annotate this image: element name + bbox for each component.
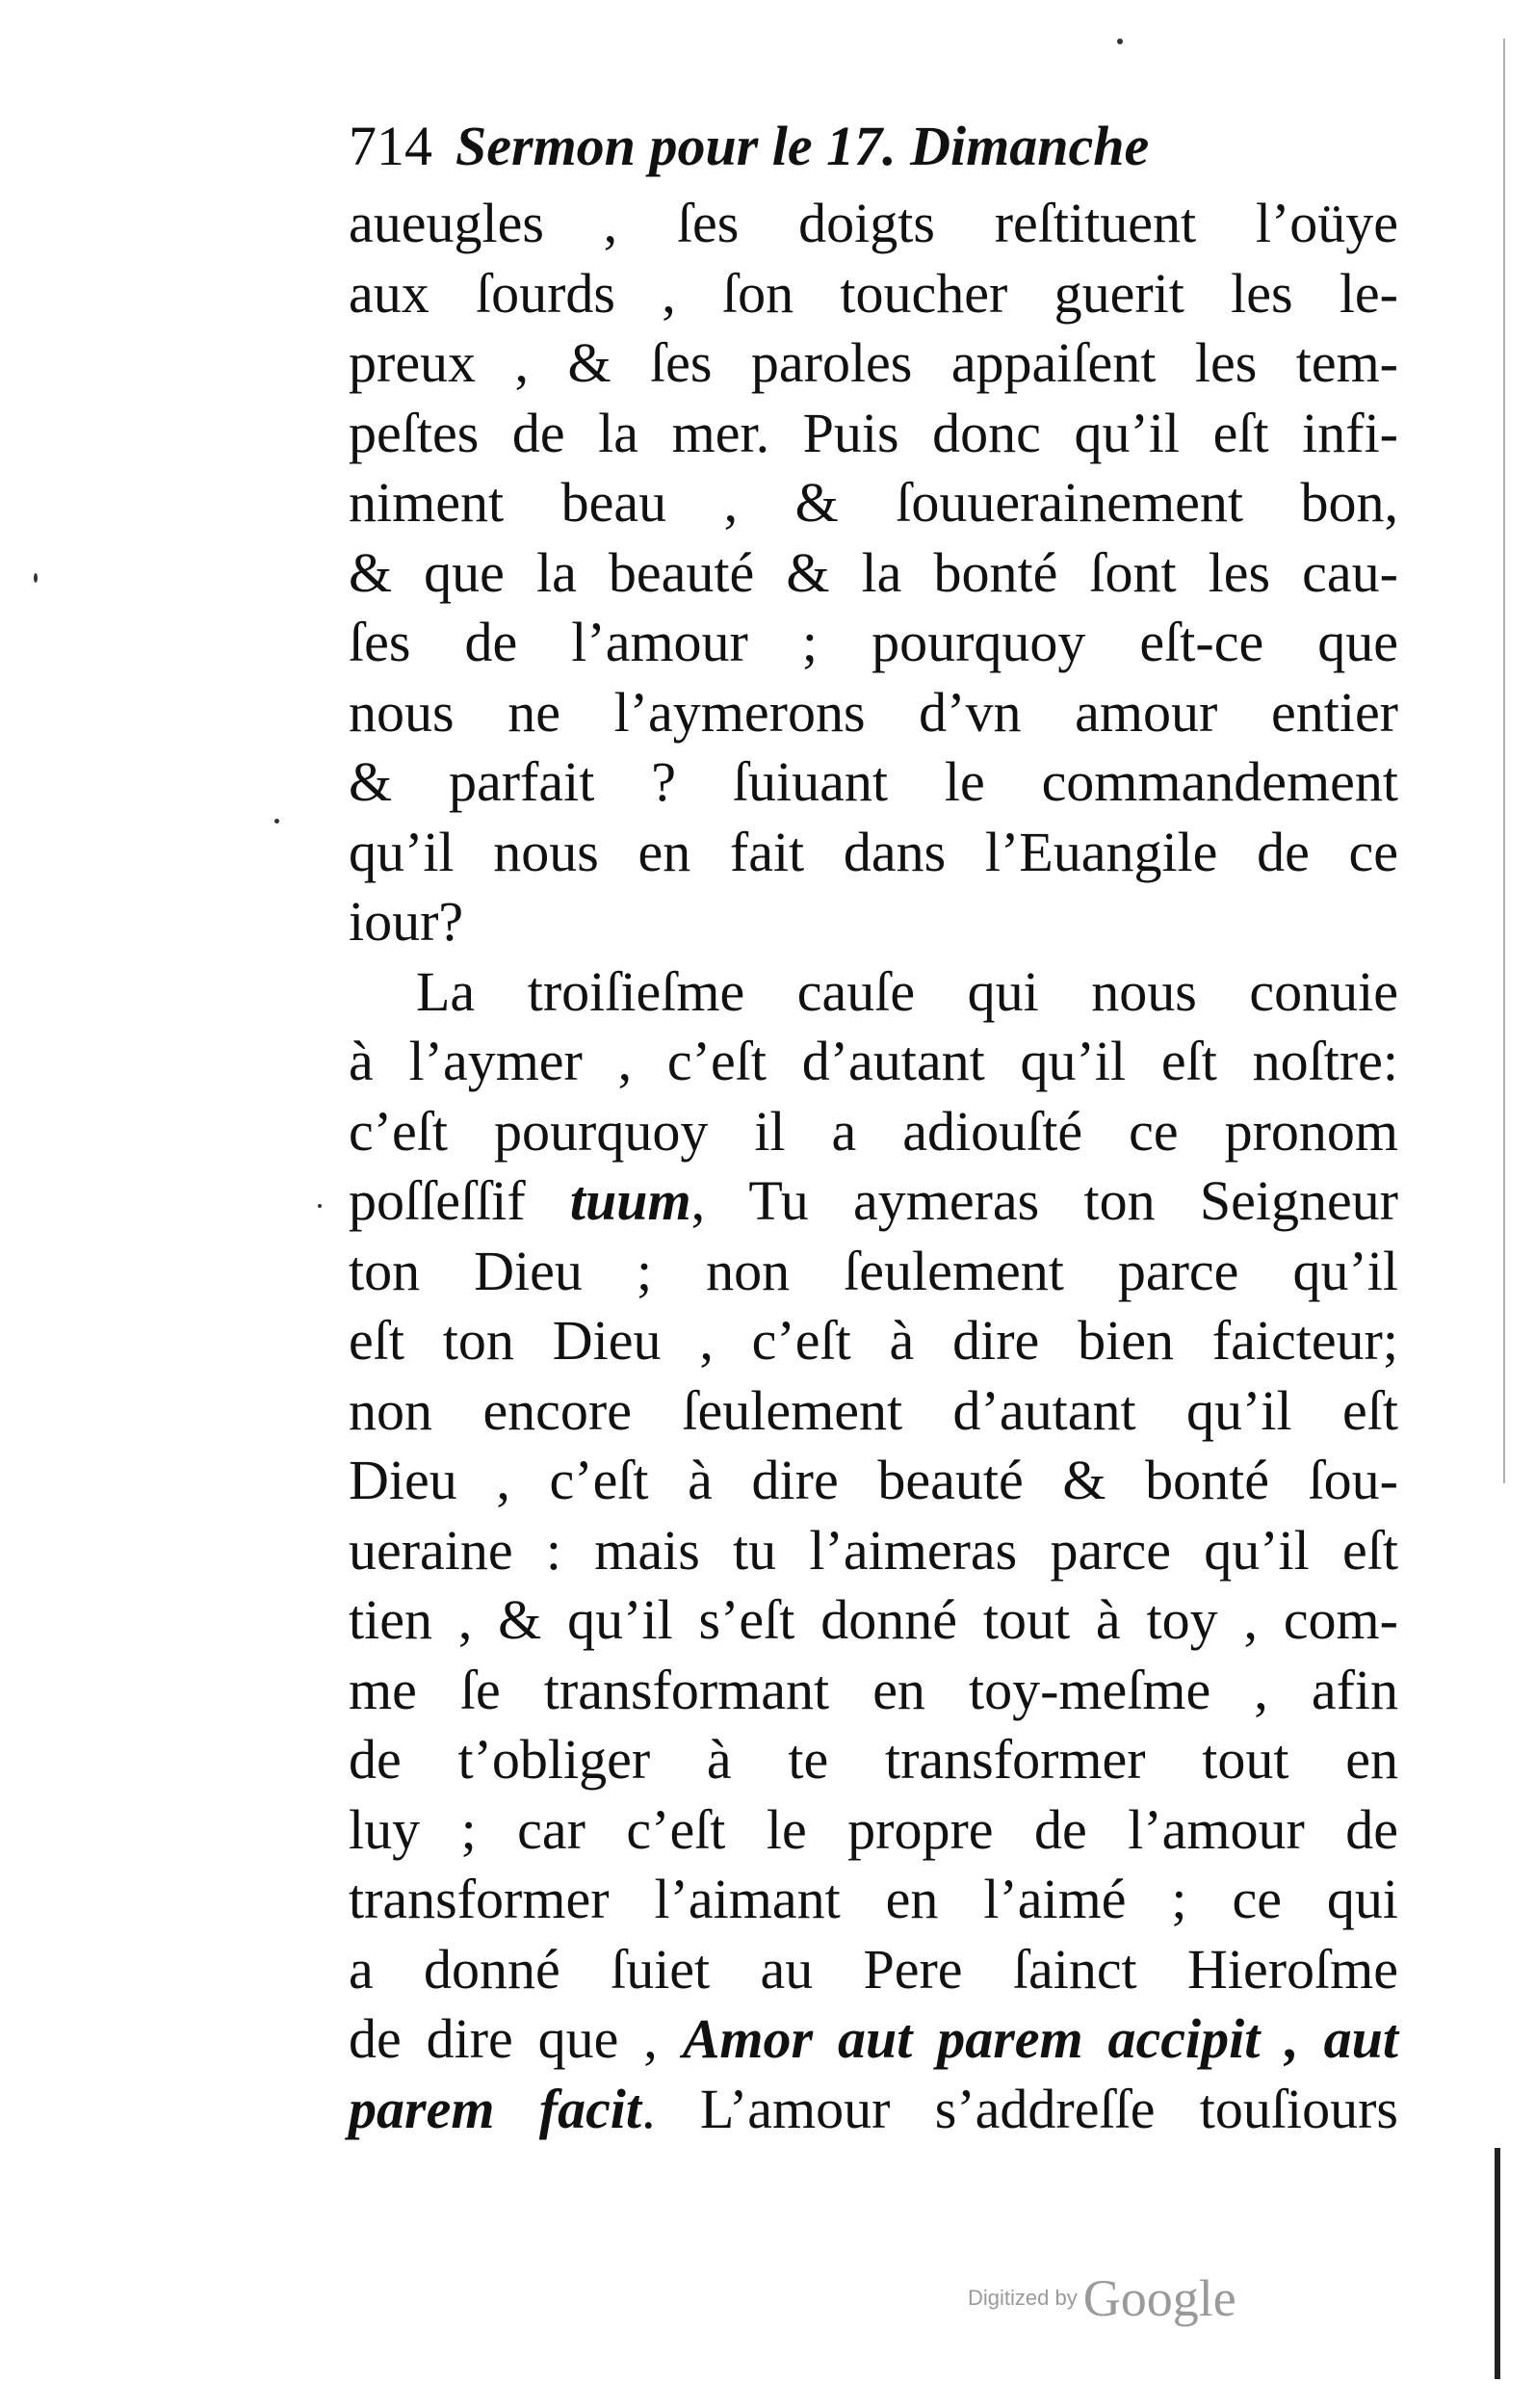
text-line: preux , & ſes paroles appaiſent les tem- <box>349 331 1398 394</box>
text-line: qu’il nous en fait dans l’Euangile de ce <box>349 820 1398 883</box>
text-line: eſt ton Dieu , c’eſt à dire bien faicteur; <box>349 1309 1398 1372</box>
text-fragment: de dire que , <box>349 2007 658 2070</box>
scan-speck <box>318 1204 322 1208</box>
scan-speck <box>274 819 279 824</box>
digitized-watermark <box>968 2268 1236 2336</box>
paragraph-start-line: La troiſieſme cauſe qui nous conuie <box>416 959 1398 1023</box>
text-line: de t’obliger à te transformer tout en <box>349 1728 1398 1791</box>
text-line: ton Dieu ; non ſeulement parce qu’il <box>349 1239 1398 1302</box>
text-line <box>349 1166 1398 1237</box>
scan-speck <box>1117 39 1123 44</box>
latin-quote: parem facit <box>349 2077 642 2140</box>
scan-speck <box>34 573 38 583</box>
text-line: aueugles , ſes doigts reſtituent l’oüye <box>349 192 1398 254</box>
text-line <box>349 2004 1398 2075</box>
text-line: iour? <box>349 890 464 953</box>
text-line: aux ſourds , ſon toucher guerit les le- <box>349 261 1398 325</box>
text-line: tien , & qu’il s’eſt donné tout à toy , com- <box>349 1588 1398 1651</box>
scan-edge-line <box>1503 39 1505 1483</box>
text-line: luy ; car c’eſt le propre de l’amour de <box>349 1797 1398 1861</box>
text-line: nous ne l’aymerons d’vn amour entier <box>349 680 1398 744</box>
text-line <box>349 2075 1398 2145</box>
text-line: non encore ſeulement d’autant qu’il eſt <box>349 1378 1398 1442</box>
text-line: & parfait ? ſuiuant le commandement <box>349 750 1398 813</box>
text-fragment: , Tu aymeras ton Seigneur <box>690 1169 1398 1232</box>
latin-quote: tuum <box>569 1169 691 1232</box>
running-head <box>349 108 1312 185</box>
latin-quote: Amor aut parem accipit , aut <box>682 2007 1398 2070</box>
text-line: c’eſt pourquoy il a adiouſté ce pronom <box>349 1099 1398 1163</box>
page-number: 714 <box>349 115 432 177</box>
text-line: niment beau , & ſouuerainement bon, <box>349 471 1398 534</box>
scan-edge-line <box>1495 2148 1500 2379</box>
running-title: Sermon pour le 17. Dimanche <box>455 115 1150 177</box>
text-line: à l’aymer , c’eſt d’autant qu’il eſt noſtre: <box>349 1030 1398 1092</box>
text-line: ſes de l’amour ; pourquoy eſt-ce que <box>349 611 1398 673</box>
text-line: Dieu , c’eſt à dire beauté & bonté ſou- <box>349 1449 1398 1511</box>
text-line: me ſe transformant en toy-meſme , afin <box>349 1658 1398 1721</box>
text-line: & que la beauté & la bonté ſont les cau- <box>349 540 1398 604</box>
text-line: peſtes de la mer. Puis donc qu’il eſt infi- <box>349 401 1398 464</box>
text-line: ueraine : mais tu l’aimeras parce qu’il eſt <box>349 1518 1398 1582</box>
google-logo: Google <box>1082 2269 1236 2327</box>
text-line: transformer l’aimant en l’aimé ; ce qui <box>349 1868 1398 1930</box>
digitized-by-label: Digitized by <box>968 2286 1078 2310</box>
text-line: a donné ſuiet au Pere ſainct Hieroſme <box>349 1937 1398 2001</box>
sermon-text <box>349 189 1398 2144</box>
text-fragment: poſſeſſif <box>349 1169 526 1232</box>
text-fragment: . L’amour s’addreſſe touſiours <box>641 2077 1398 2140</box>
